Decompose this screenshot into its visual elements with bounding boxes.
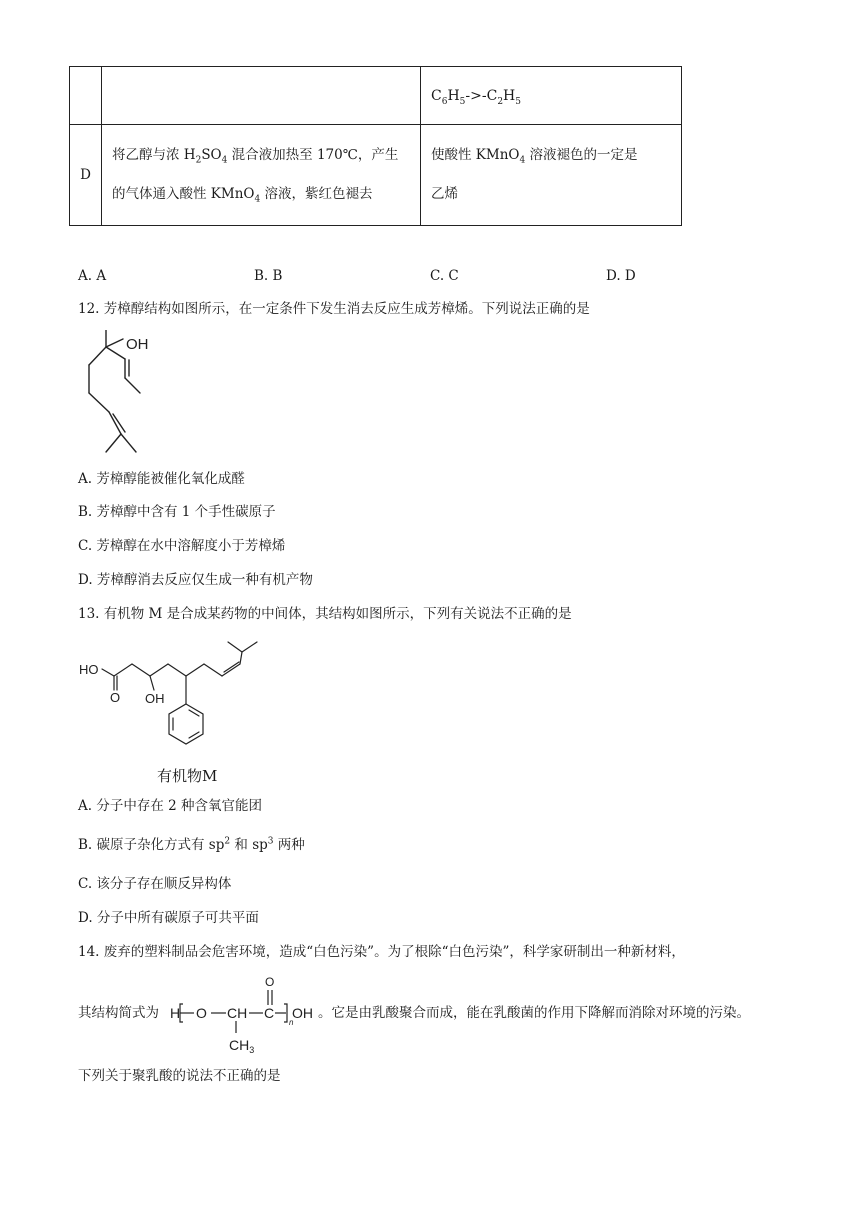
q13-option-b: B. 碳原子杂化方式有 $sp^2$ 和 $sp^3$ 两种 — [78, 836, 305, 853]
q12-option-d: D. 芳樟醇消去反应仅生成一种有机产物 — [78, 572, 313, 588]
q12-option-b: B. 芳樟醇中含有 1 个手性碳原子 — [78, 504, 276, 520]
hydroxyl-label: OH — [145, 691, 165, 706]
conclusion-line: 使酸性 KMnO$_4$ 溶液褪色的一定是 — [431, 146, 638, 166]
q14-stem-line3: 下列关于聚乳酸的说法不正确的是 — [78, 1068, 281, 1084]
formula-c: C — [264, 1005, 275, 1021]
question-11-table — [69, 66, 682, 226]
formula-h: H — [170, 1005, 181, 1021]
experiment-cell — [102, 67, 421, 125]
table-row — [70, 125, 682, 226]
table-row — [70, 67, 682, 125]
q11-option-d: D. D — [606, 268, 636, 284]
q12-stem: 12. 芳樟醇结构如图所示，在一定条件下发生消去反应生成芳樟烯。下列说法正确的是 — [78, 301, 590, 317]
q14-stem-line1: 14. 废弃的塑料制品会危害环境，造成“白色污染”。为了根除“白色污染”，科学家研制出一种新材料， — [78, 944, 685, 960]
formula-ch: CH — [227, 1005, 248, 1021]
formula-n: n — [289, 1018, 294, 1027]
q13-option-a: A. 分子中存在 2 种含氧官能团 — [78, 798, 263, 814]
experiment-line: 将乙醇与浓 $H_2SO_4$ 混合液加热至 170℃，产生 — [112, 146, 399, 166]
q13-option-c: C. 该分子存在顺反异构体 — [78, 876, 232, 892]
q13-stem: 13. 有机物 M 是合成某药物的中间体，其结构如图所示，下列有关说法不正确的是 — [78, 606, 572, 622]
q14-suffix: 。它是由乳酸聚合而成，能在乳酸菌的作用下降解而消除对环境的污染。 — [318, 1005, 750, 1021]
linalool-structure — [70, 330, 170, 460]
conclusion-cell — [421, 67, 682, 125]
experiment-line: 的气体通入酸性 KMnO$_4$ 溶液，紫红色褪去 — [112, 186, 373, 205]
q14-prefix: 其结构简式为 — [78, 1005, 159, 1021]
row-label-cell — [70, 67, 102, 125]
conclusion-line: 乙烯 — [431, 186, 458, 202]
q12-option-a: A. 芳樟醇能被催化氧化成醛 — [78, 471, 245, 487]
conclusion-formula: $C_6H_5->-C_2H_5$ — [431, 87, 521, 107]
hydroxyl-label: HO — [79, 662, 99, 677]
compound-m-structure — [76, 632, 276, 782]
q11-option-a: A. A — [78, 268, 107, 284]
row-label-cell: D — [70, 125, 102, 226]
hydroxyl-label: OH — [126, 336, 149, 353]
q11-option-b: B. B — [254, 268, 283, 284]
compound-caption: 有机物M — [157, 767, 218, 785]
formula-o: O — [196, 1005, 207, 1021]
experiment-cell — [102, 125, 421, 226]
q13-option-d: D. 分子中所有碳原子可共平面 — [78, 910, 259, 926]
q12-option-c: C. 芳樟醇在水中溶解度小于芳樟烯 — [78, 538, 286, 554]
formula-oh: OH — [292, 1005, 313, 1021]
formula-carbonyl-o: O — [265, 975, 275, 989]
carbonyl-o-label: O — [110, 690, 121, 705]
q11-option-c: C. C — [430, 268, 459, 284]
formula-ch3: $CH_3$ — [229, 1037, 255, 1055]
conclusion-cell — [421, 125, 682, 226]
